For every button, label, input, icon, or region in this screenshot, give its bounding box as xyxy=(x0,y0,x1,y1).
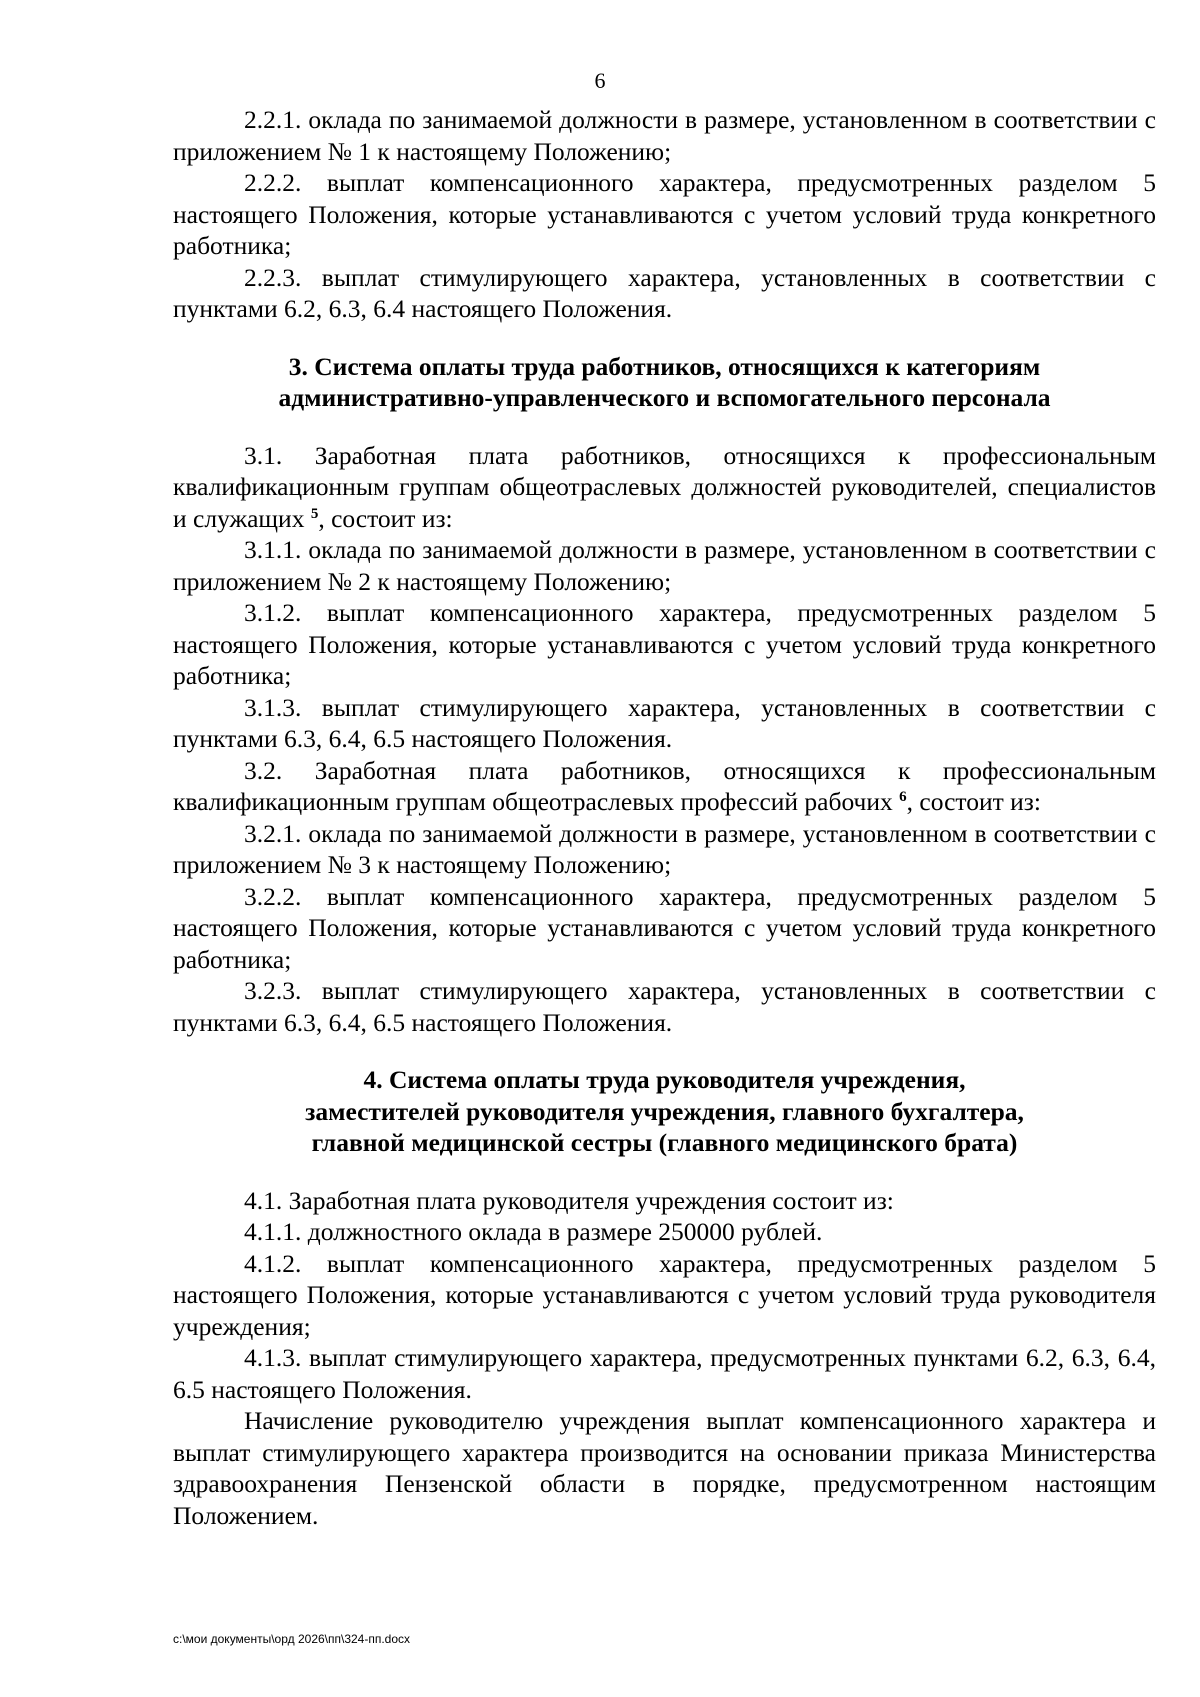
section-4-heading-line: 4. Система оплаты труда руководителя учреждения, xyxy=(363,1065,966,1094)
clause-3-2-text: 3.2. Заработная плата работников, относящихся к профессиональным квалификационным группам общеотраслевых профессий рабочих xyxy=(173,755,1156,816)
clause-2-2-2: 2.2.2. выплат компенсационного характера, предусмотренных разделом 5 настоящего Положения, которые устанавливаются с учетом условий труда конкретного работника; xyxy=(173,168,1156,260)
section-4-heading xyxy=(173,1064,1156,1159)
clause-3-2-3: 3.2.3. выплат стимулирующего характера, установленных в соответствии с пунктами 6.3, 6.4, 6.5 настоящего Положения. xyxy=(173,976,1156,1037)
clause-4-1-2: 4.1.2. выплат компенсационного характера, предусмотренных разделом 5 настоящего Положения, которые устанавливаются с учетом условий труда руководителя учреждения; xyxy=(173,1248,1156,1341)
document-body xyxy=(173,104,1156,1531)
page-number: 6 xyxy=(594,68,606,93)
section-3-heading xyxy=(173,351,1156,414)
footnote-marker: 6 xyxy=(899,789,907,805)
clause-3-1 xyxy=(173,440,1156,535)
footnote-marker: 5 xyxy=(310,505,319,522)
clause-3-2 xyxy=(173,755,1156,818)
clause-3-2-tail: , состоит из: xyxy=(906,787,1041,816)
section-3-heading-line: 3. Система оплаты труда работников, относящихся к категориям xyxy=(288,351,1041,381)
clause-3-1-text: 3.1. Заработная плата работников, относящихся к профессиональным квалификационным группам общеотраслевых должностей руководителей, специалистов и служащих xyxy=(173,440,1156,533)
clause-2-2-3: 2.2.3. выплат стимулирующего характера, установленных в соответствии с пунктами 6.2, 6.3, 6.4 настоящего Положения. xyxy=(173,262,1156,323)
clause-3-1-1: 3.1.1. оклада по занимаемой должности в размере, установленном в соответствии с приложением № 2 к настоящему Положению; xyxy=(173,535,1156,596)
clause-4-1-3: 4.1.3. выплат стимулирующего характера, предусмотренных пунктами 6.2, 6.3, 6.4, 6.5 настоящего Положения. xyxy=(173,1343,1156,1404)
clause-2-2-1: 2.2.1. оклада по занимаемой должности в размере, установленном в соответствии с приложением № 1 к настоящему Положению; xyxy=(173,105,1156,166)
section-4-heading-line: заместителей руководителя учреждения, главного бухгалтера, xyxy=(305,1096,1024,1126)
clause-3-2-1: 3.2.1. оклада по занимаемой должности в размере, установленном в соответствии с приложением № 3 к настоящему Положению; xyxy=(173,818,1156,879)
clause-4-1: 4.1. Заработная плата руководителя учреждения состоит из: xyxy=(244,1185,894,1215)
clause-4-1-1: 4.1.1. должностного оклада в размере 250000 рублей. xyxy=(244,1217,823,1246)
file-path-footer: c:\мои документы\орд 2026\пп\324-пп.docx xyxy=(173,1632,411,1646)
clause-3-1-3: 3.1.3. выплат стимулирующего характера, установленных в соответствии с пунктами 6.3, 6.4, 6.5 настоящего Положения. xyxy=(173,692,1156,753)
clause-3-2-2: 3.2.2. выплат компенсационного характера, предусмотренных разделом 5 настоящего Положения, которые устанавливаются с учетом условий труда конкретного работника; xyxy=(173,881,1156,974)
closing-paragraph: Начисление руководителю учреждения выплат компенсационного характера и выплат стимулирующего характера производится на основании приказа Министерства здравоохранения Пензенской области в порядке, предусмотренном настоящим Положением. xyxy=(173,1406,1156,1530)
clause-3-1-2: 3.1.2. выплат компенсационного характера, предусмотренных разделом 5 настоящего Положения, которые устанавливаются с учетом условий труда конкретного работника; xyxy=(173,598,1156,690)
section-4-heading-line: главной медицинской сестры (главного медицинского брата) xyxy=(311,1128,1018,1157)
section-3-heading-line: административно-управленческого и вспомогательного персонала xyxy=(278,383,1051,412)
clause-3-1-tail: , состоит из: xyxy=(318,503,453,533)
